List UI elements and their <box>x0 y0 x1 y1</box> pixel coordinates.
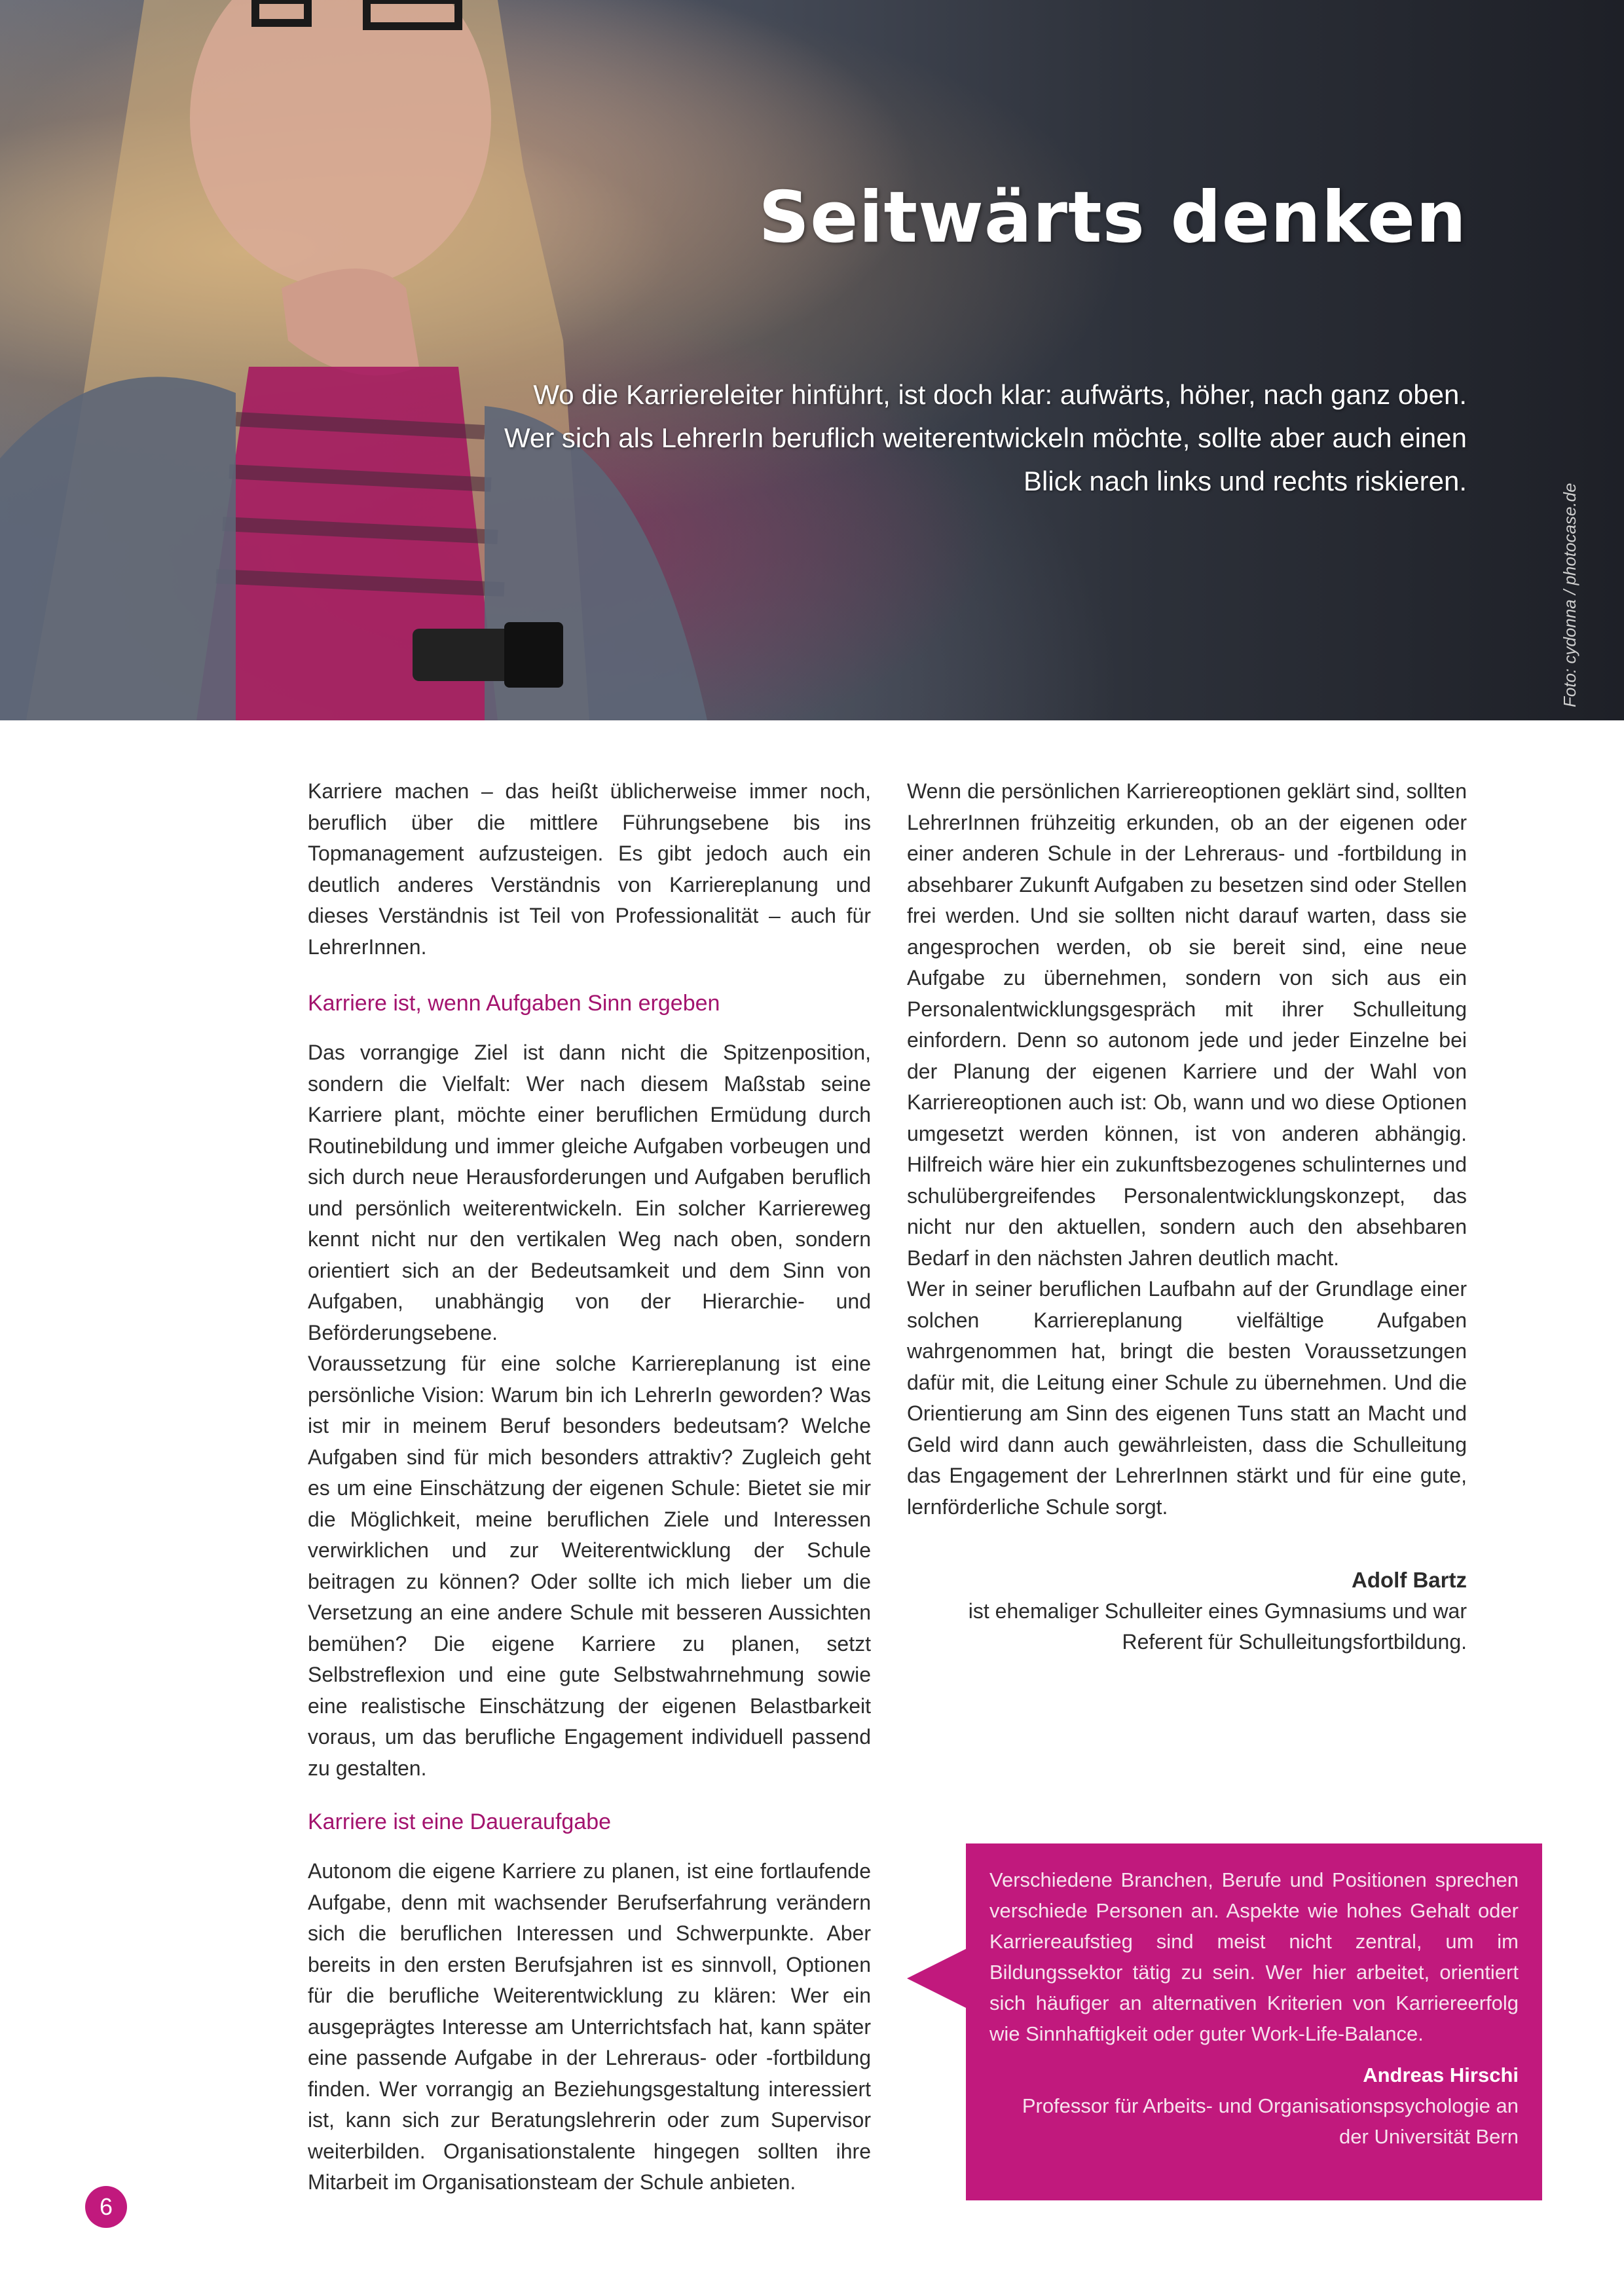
body-paragraph: Wenn die persönlichen Karriereoptionen geklärt sind, sollten LehrerInnen frühzeitig erkunden, ob an der eigenen oder einer anderen Schule in der Lehreraus- und -fortbildung in absehbarer Zukunft Aufgaben zu besetzen sind oder Stellen frei werden. Und sie sollten nicht darauf warten, dass sie angesprochen werden, ob sie bereit sind, eine neue Aufgabe zu übernehmen, sondern von sich aus ein Personalentwicklungsgespräch mit ihrer Schulleitung einfordern. Denn so autonom jede und jeder Einzelne bei der Planung der eigenen Karriere und der Wahl von Karriereoptionen auch ist: Ob, wann und wo diese Optionen umgesetzt werden können, ist von anderen abhängig. Hilfreich wäre hier ein zukunftsbezogenes schulinternes und schulübergreifendes Personalentwicklungskonzept, das nicht nur den aktuellen, sondern auch den absehbaren Bedarf in den nächsten Jahren deutlich macht. <box>907 779 1467 1270</box>
body-paragraph: Autonom die eigene Karriere zu planen, ist eine fortlaufende Aufgabe, denn mit wachsender Berufserfahrung verändern sich die beruflichen Interessen und Schwerpunkte. Aber bereits in den ersten Berufsjahren ist es sinnvoll, Optionen für die berufliche Weiterentwicklung zu klären: Wer ein ausgeprägtes Interesse am Unterrichtsfach hat, kann später eine passende Aufgabe in der Lehreraus- oder -fortbildung finden. Wer vorrangig an Beziehungsgestaltung interessiert ist, kann sich zur Beratungslehrerin oder zum Supervisor weiterbilden. Organisationstalente hingegen sollten ihre Mitarbeit im Organisationsteam der Schule anbieten. <box>308 1859 871 2194</box>
quote-author-name: Andreas Hirschi <box>1363 2064 1519 2086</box>
section-heading-meaning: Karriere ist, wenn Aufgaben Sinn ergeben <box>308 991 720 1016</box>
quote-text: Verschiedene Branchen, Berufe und Positionen sprechen verschiede Personen an. Aspekte wie hohes Gehalt oder Karriereaufstieg sind meist nicht zentral, um im Bildungssektor tätig zu sein. Wer hier arbeitet, orientiert sich häufiger an alternativen Kriterien von Karriereerfolg wie Sinnhaftigkeit oder guter Work-Life-Balance. <box>989 1868 1519 2045</box>
article-lead: Wo die Karriereleiter hinführt, ist doch klar: aufwärts, höher, nach ganz oben. Wer sich als LehrerIn beruflich weiterentwickeln möchte, sollte aber auch einen Blick nach links und rechts riskieren. <box>504 379 1467 496</box>
right-column <box>907 776 1467 1658</box>
quote-box <box>966 1843 1542 2200</box>
portrait-illustration <box>0 0 851 720</box>
section-heading-permanent-task: Karriere ist eine Daueraufgabe <box>308 1809 612 1834</box>
quote-author-role: Professor für Arbeits- und Organisationspsychologie an der Universität Bern <box>1022 2094 1519 2148</box>
author-info <box>907 1565 1467 1658</box>
body-paragraph: Das vorrangige Ziel ist dann nicht die Spitzenposition, sondern die Vielfalt: Wer nach diesem Maßstab seine Karriere plant, möchte einer beruflichen Ermüdung durch Routinebildung und immer gleiche Aufgaben vorbeugen und sich durch neue Herausforderungen und Aufgaben beruflich und persönlich weiterentwickeln. Ein solcher Karriereweg kennt nicht nur den vertikalen Weg nach oben, sondern orientiert sich an der Bedeutsamkeit und dem Sinn von Aufgaben, unabhängig von der Hierarchie- und Beförderungsebene. <box>308 1041 871 1344</box>
photo-credit: Foto: cydonna / photocase.de <box>1560 483 1579 707</box>
quote-attribution <box>989 2060 1519 2152</box>
body-paragraph: Voraussetzung für eine solche Karriereplanung ist eine persönliche Vision: Warum bin ich LehrerIn geworden? Was ist mir in meinem Beruf besonders bedeutsam? Welche Aufgaben sind für mich besonders attraktiv? Zugleich geht es um eine Einschätzung der eigenen Schule: Bietet sie mir die Möglichkeit, meine beruflichen Ziele und Interessen verwirklichen und zur Weiterentwicklung der Schule beitragen zu können? Oder sollte ich mich lieber um die Versetzung an eine andere Schule mit besseren Aussichten bemühen? Die eigene Karriere zu planen, setzt Selbstreflexion und eine gute Selbstwahrnehmung sowie eine realistische Einschätzung der eigenen Belastbarkeit voraus, um das berufliche Engagement individuell passend zu gestalten. <box>308 1352 871 1780</box>
article-title: Seitwärts denken <box>758 177 1467 259</box>
hero-photo <box>0 0 1624 720</box>
page-number: 6 <box>85 2186 127 2228</box>
quote-pointer <box>907 1948 967 2009</box>
author-name: Adolf Bartz <box>1352 1568 1467 1592</box>
author-description: ist ehemaliger Schulleiter eines Gymnasiums und war Referent für Schulleitungsfortbildung. <box>968 1599 1467 1654</box>
left-column <box>308 776 871 2198</box>
body-paragraph: Wer in seiner beruflichen Laufbahn auf der Grundlage einer solchen Karriereplanung vielfältige Aufgaben wahrgenommen hat, bringt die besten Voraussetzungen dafür mit, die Leitung einer Schule zu übernehmen. Und die Orientierung am Sinn des eigenen Tuns statt an Macht und Geld wird dann auch gewährleisten, dass die Schulleitung das Engagement der LehrerInnen stärkt und für eine gute, lernförderliche Schule sorgt. <box>907 1277 1467 1519</box>
intro-paragraph: Karriere machen – das heißt üblicherweise immer noch, beruflich über die mittlere Führungsebene bis ins Topmanagement aufzusteigen. Es gibt jedoch auch ein deutlich anderes Verständnis von Karriereplanung und dieses Verständnis ist Teil von Professionalität – auch für LehrerInnen. <box>308 779 871 959</box>
